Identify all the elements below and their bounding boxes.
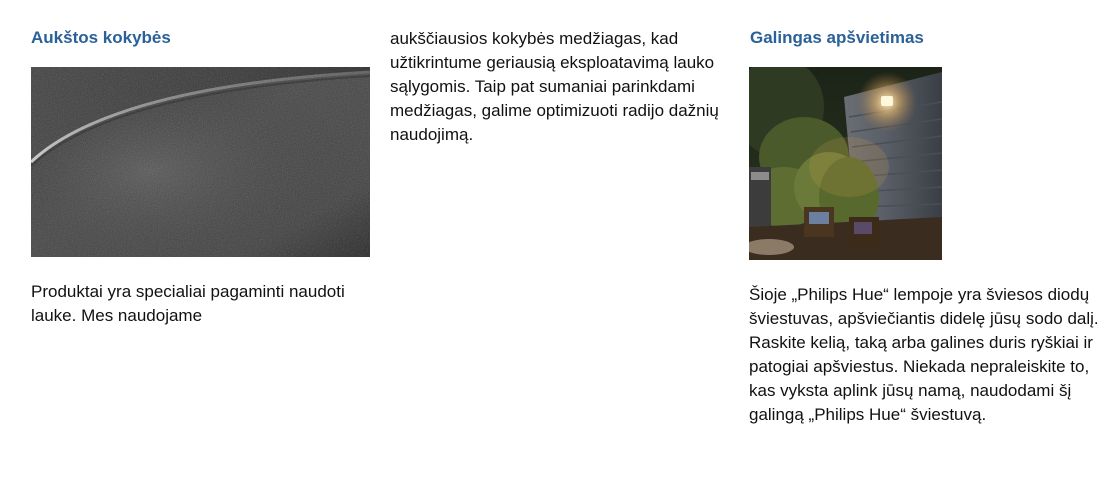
metal-texture-image [31, 67, 370, 257]
lighting-heading: Galingas apšvietimas [750, 28, 924, 47]
quality-paragraph-start: Produktai yra specialiai pagaminti naudoti lauke. Mes naudojame [31, 282, 345, 325]
garden-light-image [749, 67, 942, 260]
quality-heading: Aukštos kokybės [31, 28, 171, 47]
quality-paragraph-continued: aukščiausios kokybės medžiagas, kad užtikrintume geriausią eksploatavimą lauko sąlygomis. Taip pat sumaniai parinkdami medžiagas, galime optimizuoti radijo dažnių naudojimą. [390, 29, 719, 144]
lighting-paragraph: Šioje „Philips Hue“ lempoje yra šviesos diodų šviestuvas, apšviečiantis didelę jūsų sodo dalį. Raskite kelią, taką arba galines duris ryškiai ir patogiai apšviestus. Niekada nepraleiskite to, kas vyksta aplink jūsų namą, naudodami šį galingą „Philips Hue“ šviestuvą. [749, 285, 1099, 424]
